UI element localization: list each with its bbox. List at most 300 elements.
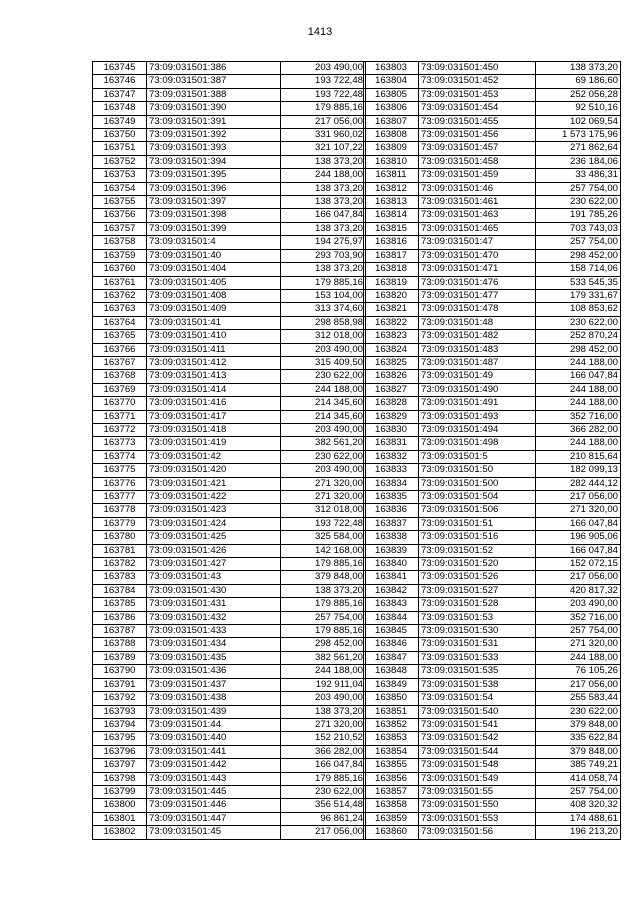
table-row [364,464,621,477]
row-number-cell: 163835 [364,491,419,504]
row-number-cell: 163833 [364,464,419,477]
cadastral-number-cell: 73:09:031501:548 [419,759,536,772]
value-cell: 96 861,24 [281,812,366,825]
value-cell: 76 105,26 [536,665,621,678]
cadastral-number-cell: 73:09:031501:493 [419,410,536,423]
cadastral-number-cell: 73:09:031501:491 [419,397,536,410]
table-row [364,410,621,423]
cadastral-number-cell: 73:09:031501:5 [419,450,536,463]
table-row [93,732,366,745]
row-number-cell: 163834 [364,477,419,490]
row-number-cell: 163828 [364,397,419,410]
cadastral-number-cell: 73:09:031501:498 [419,437,536,450]
cadastral-number-cell: 73:09:031501:44 [147,718,281,731]
value-cell: 153 104,00 [281,289,366,302]
value-cell: 182 099,13 [536,464,621,477]
table-row [364,437,621,450]
data-table-right [363,61,621,840]
row-number-cell: 163855 [364,759,419,772]
table-row [93,558,366,571]
table-row [364,276,621,289]
value-cell: 313 374,60 [281,303,366,316]
row-number-cell: 163815 [364,222,419,235]
table-row [364,155,621,168]
row-number-cell: 163768 [93,370,147,383]
cadastral-number-cell: 73:09:031501:54 [419,692,536,705]
row-number-cell: 163775 [93,464,147,477]
cadastral-number-cell: 73:09:031501:409 [147,303,281,316]
row-number-cell: 163787 [93,625,147,638]
cadastral-number-cell: 73:09:031501:405 [147,276,281,289]
table-row [93,638,366,651]
table-row [364,75,621,88]
cadastral-number-cell: 73:09:031501:395 [147,169,281,182]
row-number-cell: 163820 [364,289,419,302]
table-row [364,316,621,329]
cadastral-number-cell: 73:09:031501:470 [419,249,536,262]
cadastral-number-cell: 73:09:031501:439 [147,705,281,718]
table-row [364,88,621,101]
value-cell: 379 848,00 [536,745,621,758]
row-number-cell: 163754 [93,182,147,195]
cadastral-number-cell: 73:09:031501:404 [147,263,281,276]
row-number-cell: 163795 [93,732,147,745]
cadastral-number-cell: 73:09:031501:43 [147,571,281,584]
cadastral-number-cell: 73:09:031501:542 [419,732,536,745]
cadastral-number-cell: 73:09:031501:504 [419,491,536,504]
table-row [364,678,621,691]
page-number: 1413 [307,26,333,38]
table-row [364,625,621,638]
table-row [364,249,621,262]
table-row [364,598,621,611]
cadastral-number-cell: 73:09:031501:463 [419,209,536,222]
row-number-cell: 163851 [364,705,419,718]
row-number-cell: 163803 [364,62,419,75]
table-row [364,692,621,705]
table-row [93,812,366,825]
cadastral-number-cell: 73:09:031501:416 [147,397,281,410]
table-body-right [364,62,621,840]
cadastral-number-cell: 73:09:031501:47 [419,236,536,249]
row-number-cell: 163748 [93,102,147,115]
table-row [93,651,366,664]
table-row [93,236,366,249]
cadastral-number-cell: 73:09:031501:465 [419,222,536,235]
cadastral-number-cell: 73:09:031501:553 [419,812,536,825]
row-number-cell: 163837 [364,517,419,530]
table-row [364,209,621,222]
table-row [93,504,366,517]
value-cell: 331 960,02 [281,129,366,142]
table-row [364,169,621,182]
value-cell: 166 047,84 [281,759,366,772]
value-cell: 152 072,15 [536,558,621,571]
value-cell: 191 785,26 [536,209,621,222]
row-number-cell: 163745 [93,62,147,75]
cadastral-number-cell: 73:09:031501:531 [419,638,536,651]
row-number-cell: 163752 [93,155,147,168]
value-cell: 271 320,00 [281,491,366,504]
value-cell: 179 885,16 [281,772,366,785]
cadastral-number-cell: 73:09:031501:434 [147,638,281,651]
cadastral-number-cell: 73:09:031501:535 [419,665,536,678]
cadastral-number-cell: 73:09:031501:394 [147,155,281,168]
row-number-cell: 163770 [93,397,147,410]
cadastral-number-cell: 73:09:031501:418 [147,423,281,436]
value-cell: 385 749,21 [536,759,621,772]
cadastral-number-cell: 73:09:031501:426 [147,544,281,557]
value-cell: 298 452,00 [536,249,621,262]
row-number-cell: 163753 [93,169,147,182]
cadastral-number-cell: 73:09:031501:420 [147,464,281,477]
cadastral-number-cell: 73:09:031501:442 [147,759,281,772]
value-cell: 203 490,00 [281,423,366,436]
cadastral-number-cell: 73:09:031501:527 [419,584,536,597]
cadastral-number-cell: 73:09:031501:445 [147,785,281,798]
value-cell: 158 714,06 [536,263,621,276]
row-number-cell: 163823 [364,330,419,343]
row-number-cell: 163810 [364,155,419,168]
row-number-cell: 163802 [93,826,147,839]
row-number-cell: 163821 [364,303,419,316]
table-row [93,826,366,839]
value-cell: 166 047,84 [536,517,621,530]
value-cell: 179 885,16 [281,598,366,611]
table-row [364,491,621,504]
table-row [364,330,621,343]
row-number-cell: 163829 [364,410,419,423]
table-row [93,517,366,530]
table-row [93,491,366,504]
table-row [93,598,366,611]
value-cell: 244 188,00 [536,383,621,396]
value-cell: 315 409,50 [281,356,366,369]
table-row [93,785,366,798]
table-row [93,423,366,436]
value-cell: 194 275,97 [281,236,366,249]
value-cell: 352 716,00 [536,611,621,624]
row-number-cell: 163778 [93,504,147,517]
value-cell: 252 056,28 [536,88,621,101]
data-table-left [92,61,366,840]
row-number-cell: 163758 [93,236,147,249]
value-cell: 703 743,03 [536,222,621,235]
table-row [364,772,621,785]
value-cell: 257 754,00 [536,785,621,798]
table-row [364,370,621,383]
value-cell: 138 373,20 [281,155,366,168]
cadastral-number-cell: 73:09:031501:528 [419,598,536,611]
table-row [93,155,366,168]
row-number-cell: 163814 [364,209,419,222]
table-row [93,303,366,316]
row-number-cell: 163763 [93,303,147,316]
row-number-cell: 163780 [93,531,147,544]
row-number-cell: 163777 [93,491,147,504]
cadastral-number-cell: 73:09:031501:516 [419,531,536,544]
row-number-cell: 163850 [364,692,419,705]
cadastral-number-cell: 73:09:031501:41 [147,316,281,329]
cadastral-number-cell: 73:09:031501:455 [419,115,536,128]
row-number-cell: 163774 [93,450,147,463]
cadastral-number-cell: 73:09:031501:419 [147,437,281,450]
cadastral-number-cell: 73:09:031501:388 [147,88,281,101]
value-cell: 325 584,00 [281,531,366,544]
value-cell: 244 188,00 [281,665,366,678]
table-row [364,785,621,798]
table-row [93,276,366,289]
value-cell: 257 754,00 [536,625,621,638]
value-cell: 138 373,20 [281,584,366,597]
value-cell: 214 345,60 [281,410,366,423]
row-number-cell: 163755 [93,196,147,209]
table-row [364,222,621,235]
cadastral-number-cell: 73:09:031501:397 [147,196,281,209]
table-row [364,718,621,731]
value-cell: 214 345,60 [281,397,366,410]
row-number-cell: 163783 [93,571,147,584]
cadastral-number-cell: 73:09:031501:544 [419,745,536,758]
table-row [364,450,621,463]
value-cell: 33 486,31 [536,169,621,182]
table-row [364,303,621,316]
row-number-cell: 163771 [93,410,147,423]
table-row [93,678,366,691]
row-number-cell: 163788 [93,638,147,651]
value-cell: 293 703,90 [281,249,366,262]
row-number-cell: 163799 [93,785,147,798]
value-cell: 298 452,00 [536,343,621,356]
cadastral-number-cell: 73:09:031501:396 [147,182,281,195]
value-cell: 138 373,20 [281,222,366,235]
value-cell: 236 184,06 [536,155,621,168]
cadastral-number-cell: 73:09:031501:471 [419,263,536,276]
row-number-cell: 163779 [93,517,147,530]
cadastral-number-cell: 73:09:031501:440 [147,732,281,745]
value-cell: 356 514,48 [281,799,366,812]
table-row [364,423,621,436]
row-number-cell: 163852 [364,718,419,731]
value-cell: 533 545,35 [536,276,621,289]
value-cell: 196 213,20 [536,826,621,839]
row-number-cell: 163830 [364,423,419,436]
cadastral-number-cell: 73:09:031501:477 [419,289,536,302]
cadastral-number-cell: 73:09:031501:4 [147,236,281,249]
table-row [364,651,621,664]
row-number-cell: 163760 [93,263,147,276]
cadastral-number-cell: 73:09:031501:427 [147,558,281,571]
value-cell: 382 561,20 [281,437,366,450]
cadastral-number-cell: 73:09:031501:51 [419,517,536,530]
value-cell: 142 168,00 [281,544,366,557]
value-cell: 271 320,00 [536,638,621,651]
row-number-cell: 163749 [93,115,147,128]
row-number-cell: 163776 [93,477,147,490]
table-row [364,289,621,302]
row-number-cell: 163756 [93,209,147,222]
table-row [93,464,366,477]
table-row [364,356,621,369]
row-number-cell: 163813 [364,196,419,209]
cadastral-number-cell: 73:09:031501:490 [419,383,536,396]
row-number-cell: 163825 [364,356,419,369]
table-row [364,705,621,718]
value-cell: 230 622,00 [281,450,366,463]
table-row [364,182,621,195]
row-number-cell: 163786 [93,611,147,624]
table-row [93,88,366,101]
table-row [93,625,366,638]
table-row [364,383,621,396]
table-row [364,236,621,249]
cadastral-number-cell: 73:09:031501:410 [147,330,281,343]
row-number-cell: 163806 [364,102,419,115]
cadastral-number-cell: 73:09:031501:446 [147,799,281,812]
value-cell: 217 056,00 [536,571,621,584]
row-number-cell: 163822 [364,316,419,329]
row-number-cell: 163750 [93,129,147,142]
cadastral-number-cell: 73:09:031501:392 [147,129,281,142]
row-number-cell: 163808 [364,129,419,142]
cadastral-number-cell: 73:09:031501:436 [147,665,281,678]
value-cell: 244 188,00 [536,397,621,410]
value-cell: 230 622,00 [281,370,366,383]
row-number-cell: 163746 [93,75,147,88]
value-cell: 193 722,48 [281,88,366,101]
cadastral-number-cell: 73:09:031501:435 [147,651,281,664]
cadastral-number-cell: 73:09:031501:530 [419,625,536,638]
table-row [93,142,366,155]
value-cell: 271 862,64 [536,142,621,155]
row-number-cell: 163773 [93,437,147,450]
table-row [364,584,621,597]
value-cell: 255 583,44 [536,692,621,705]
row-number-cell: 163816 [364,236,419,249]
value-cell: 271 320,00 [536,504,621,517]
cadastral-number-cell: 73:09:031501:46 [419,182,536,195]
row-number-cell: 163812 [364,182,419,195]
table-row [93,102,366,115]
row-number-cell: 163854 [364,745,419,758]
row-number-cell: 163818 [364,263,419,276]
row-number-cell: 163809 [364,142,419,155]
table-row [93,370,366,383]
cadastral-number-cell: 73:09:031501:549 [419,772,536,785]
table-row [364,517,621,530]
value-cell: 312 018,00 [281,330,366,343]
row-number-cell: 163784 [93,584,147,597]
table-row [93,169,366,182]
row-number-cell: 163807 [364,115,419,128]
row-number-cell: 163826 [364,370,419,383]
table-row [364,102,621,115]
table-row [93,397,366,410]
cadastral-number-cell: 73:09:031501:483 [419,343,536,356]
value-cell: 244 188,00 [281,383,366,396]
table-row [364,531,621,544]
table-row [93,196,366,209]
value-cell: 203 490,00 [281,343,366,356]
table-row [364,62,621,75]
table-row [364,826,621,839]
cadastral-number-cell: 73:09:031501:412 [147,356,281,369]
value-cell: 244 188,00 [536,356,621,369]
row-number-cell: 163858 [364,799,419,812]
row-number-cell: 163831 [364,437,419,450]
row-number-cell: 163767 [93,356,147,369]
cadastral-number-cell: 73:09:031501:49 [419,370,536,383]
row-number-cell: 163832 [364,450,419,463]
row-number-cell: 163848 [364,665,419,678]
table-row [364,343,621,356]
value-cell: 203 490,00 [281,692,366,705]
table-row [364,544,621,557]
cadastral-number-cell: 73:09:031501:53 [419,611,536,624]
value-cell: 174 488,61 [536,812,621,825]
table-row [364,611,621,624]
table-row [364,759,621,772]
cadastral-number-cell: 73:09:031501:443 [147,772,281,785]
row-number-cell: 163759 [93,249,147,262]
value-cell: 217 056,00 [281,115,366,128]
row-number-cell: 163859 [364,812,419,825]
cadastral-number-cell: 73:09:031501:414 [147,383,281,396]
cadastral-number-cell: 73:09:031501:526 [419,571,536,584]
value-cell: 179 885,16 [281,102,366,115]
row-number-cell: 163761 [93,276,147,289]
row-number-cell: 163844 [364,611,419,624]
cadastral-number-cell: 73:09:031501:387 [147,75,281,88]
row-number-cell: 163842 [364,584,419,597]
row-number-cell: 163817 [364,249,419,262]
value-cell: 92 510,16 [536,102,621,115]
value-cell: 414 058,74 [536,772,621,785]
table-row [364,558,621,571]
value-cell: 196 905,06 [536,531,621,544]
row-number-cell: 163757 [93,222,147,235]
cadastral-number-cell: 73:09:031501:541 [419,718,536,731]
row-number-cell: 163824 [364,343,419,356]
row-number-cell: 163794 [93,718,147,731]
table-row [93,745,366,758]
cadastral-number-cell: 73:09:031501:441 [147,745,281,758]
table-row [93,772,366,785]
row-number-cell: 163791 [93,678,147,691]
row-number-cell: 163797 [93,759,147,772]
row-number-cell: 163765 [93,330,147,343]
cadastral-number-cell: 73:09:031501:48 [419,316,536,329]
value-cell: 379 848,00 [536,718,621,731]
cadastral-number-cell: 73:09:031501:500 [419,477,536,490]
value-cell: 298 452,00 [281,638,366,651]
cadastral-number-cell: 73:09:031501:454 [419,102,536,115]
table-row [364,571,621,584]
table-row [93,129,366,142]
row-number-cell: 163846 [364,638,419,651]
value-cell: 166 047,84 [536,370,621,383]
table-row [93,544,366,557]
value-cell: 352 716,00 [536,410,621,423]
value-cell: 1 573 175,96 [536,129,621,142]
table-row [93,115,366,128]
row-number-cell: 163841 [364,571,419,584]
value-cell: 312 018,00 [281,504,366,517]
table-row [93,571,366,584]
row-number-cell: 163798 [93,772,147,785]
row-number-cell: 163782 [93,558,147,571]
table-row [364,115,621,128]
